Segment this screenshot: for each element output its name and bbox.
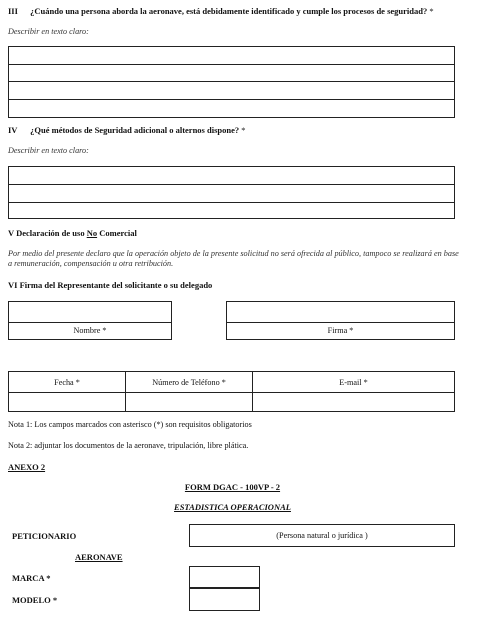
form-code: FORM DGAC - 100VP - 2 — [184, 482, 281, 492]
answer-line — [9, 81, 454, 82]
email-label: E-mail * — [253, 372, 455, 393]
section-3-question — [8, 6, 434, 16]
signature-label: Firma * — [327, 326, 354, 335]
phone-input[interactable] — [126, 393, 253, 412]
section-4-question — [8, 125, 245, 135]
section-5-title-prefix: V Declaración de uso — [8, 228, 87, 238]
date-label: Fecha * — [9, 372, 126, 393]
section-3-answer-box[interactable] — [8, 46, 455, 118]
answer-line — [9, 99, 454, 100]
section-5-title — [8, 228, 137, 238]
annex-title: ANEXO 2 — [8, 462, 46, 472]
section-5-declaration-text: Por medio del presente declaro que la operación objeto de la presente solicitud no será ofrecida al público, tampoco se realizará en base a remuneración, compensación u otra retribución. — [8, 249, 459, 268]
email-input[interactable] — [253, 393, 455, 412]
required-mark: * — [429, 6, 434, 16]
section-6-title: VI Firma del Representante del solicitante o su delegado — [8, 280, 213, 290]
section-5-title-underlined: No — [86, 228, 98, 238]
petitioner-label: PETICIONARIO — [12, 531, 77, 541]
model-label: MODELO * — [12, 595, 58, 605]
section-4-hint: Describir en texto claro: — [8, 146, 89, 155]
name-label: Nombre * — [73, 326, 107, 335]
signature-field[interactable] — [226, 301, 455, 340]
field-divider — [227, 322, 454, 323]
date-input[interactable] — [9, 393, 126, 412]
annex-subtitle: ESTADISTICA OPERACIONAL — [174, 502, 291, 512]
note-2: Nota 2: adjuntar los documentos de la aeronave, tripulación, libre plática. — [8, 441, 249, 450]
section-4-answer-box[interactable] — [8, 166, 455, 219]
section-3-hint: Describir en texto claro: — [8, 27, 89, 36]
section-3-number: III — [8, 6, 18, 16]
phone-label: Número de Teléfono * — [126, 372, 253, 393]
section-4-question-text: ¿Qué métodos de Seguridad adicional o alternos dispone? — [30, 125, 240, 135]
petitioner-field[interactable] — [189, 524, 455, 547]
petitioner-placeholder: (Persona natural o jurídica ) — [276, 531, 368, 540]
contact-table — [8, 371, 455, 412]
name-field[interactable] — [8, 301, 172, 340]
note-1: Nota 1: Los campos marcados con asterisco (*) son requisitos obligatorios — [8, 420, 252, 429]
section-3-question-text: ¿Cuándo una persona aborda la aeronave, está debidamente identificado y cumple los procesos de seguridad? — [30, 6, 428, 16]
brand-label: MARCA * — [12, 573, 51, 583]
field-divider — [9, 322, 171, 323]
section-4-number: IV — [8, 125, 18, 135]
answer-line — [9, 202, 454, 203]
required-mark: * — [241, 125, 246, 135]
brand-field[interactable] — [189, 566, 260, 588]
model-field[interactable] — [189, 588, 260, 611]
section-5-title-suffix: Comercial — [97, 228, 137, 238]
answer-line — [9, 64, 454, 65]
answer-line — [9, 184, 454, 185]
aircraft-label: AERONAVE — [75, 552, 123, 562]
